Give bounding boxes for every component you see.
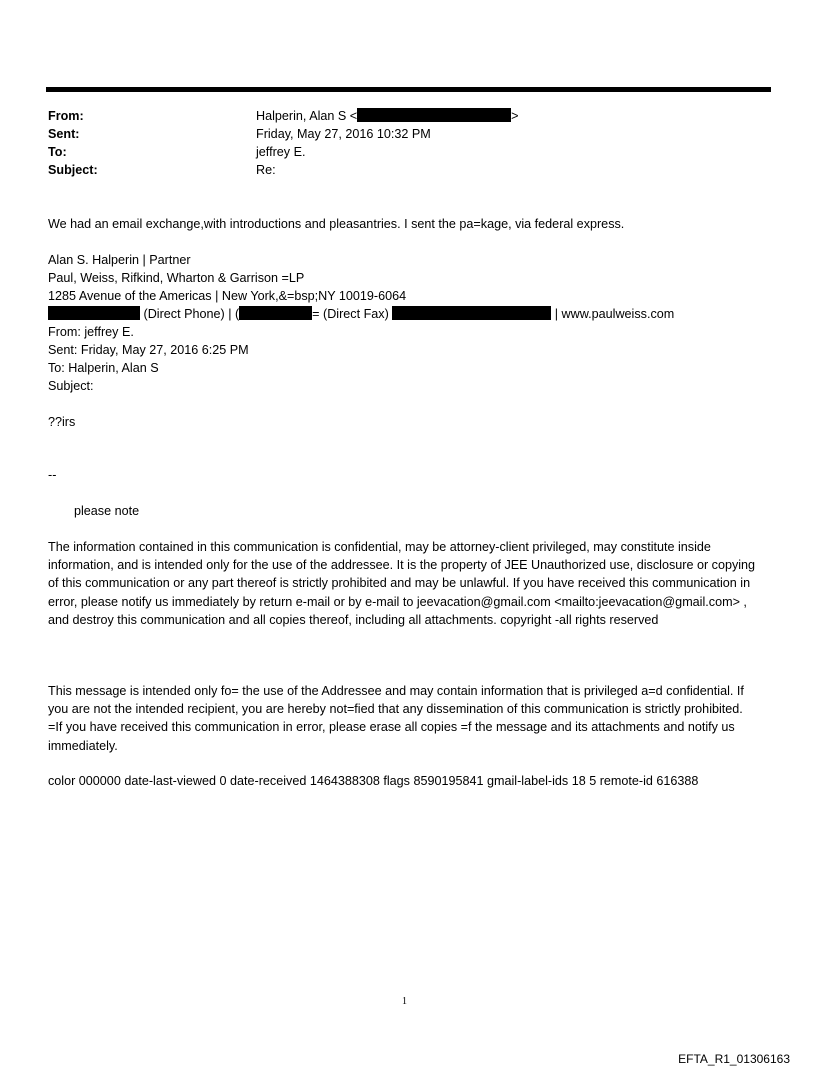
redaction-box (48, 306, 140, 320)
sent-label: Sent: (48, 127, 80, 141)
to-value: jeffrey E. (256, 145, 306, 159)
to-label: To: (48, 145, 67, 159)
message-line: We had an email exchange,with introductions and pleasantries. I sent the pa=kage, via federal express. (48, 217, 625, 231)
signature-separator: -- (48, 468, 57, 482)
redaction-box (392, 306, 551, 320)
document-id: EFTA_R1_01306163 (678, 1052, 790, 1066)
page-number: 1 (402, 996, 407, 1007)
redaction-box (239, 306, 312, 320)
from-value-suffix: > (511, 109, 519, 123)
quoted-to: To: Halperin, Alan S (48, 361, 159, 375)
quoted-from: From: jeffrey E. (48, 325, 134, 339)
sent-value: Friday, May 27, 2016 10:32 PM (256, 127, 431, 141)
message-metadata: color 000000 date-last-viewed 0 date-received 1464388308 flags 8590195841 gmail-label-ids 18 5 remote-id 616388 (48, 774, 699, 788)
signature-name: Alan S. Halperin | Partner (48, 253, 191, 267)
signature-contact (48, 305, 674, 323)
quoted-sent: Sent: Friday, May 27, 2016 6:25 PM (48, 343, 249, 357)
signature-address: 1285 Avenue of the Americas | New York,&=bsp;NY 10019-6064 (48, 289, 407, 303)
signature-firm: Paul, Weiss, Rifkind, Wharton & Garrison =LP (48, 271, 305, 285)
redaction-box (357, 108, 511, 122)
quoted-subject: Subject: (48, 379, 94, 393)
from-value-prefix: Halperin, Alan S < (256, 109, 358, 123)
confidentiality-notice: The information contained in this communication is confidential, may be attorney-client privileged, may constitute inside information, and is intended only for the use of the addressee. It is the property of JEE Unauthorized use, disclosure or copying of this communication or any part thereof is strictly prohibited and may be unlawful. If you have received this communication in error, please notify us immediately by return e-mail or by e-mail to jeevacation@gmail.com <mailto:jeevacation@gmail.com> , and destroy this communication and all copies thereof, including all attachments. copyright -all rights reserved (48, 540, 756, 627)
from-label: From: (48, 109, 84, 123)
from-value (256, 107, 519, 125)
subject-value: Re: (256, 163, 276, 177)
please-note: please note (74, 504, 140, 518)
firm-disclaimer: This message is intended only fo= the use of the Addressee and may contain information that is privileged a=d confidential. If you are not the intended recipient, you are hereby not=fied that any dissemination of this communication is strictly prohibited. =If you have received this communication in error, please erase all copies =f the message and its attachments and notify us immediately. (48, 684, 744, 753)
subject-label: Subject: (48, 163, 98, 177)
signature-fax: = (Direct Fax) (312, 307, 389, 321)
header-rule (46, 87, 771, 92)
signature-phone: (Direct Phone) | ( (143, 307, 240, 321)
signature-web: | www.paulweiss.com (554, 307, 675, 321)
quoted-body: ??irs (48, 415, 76, 429)
